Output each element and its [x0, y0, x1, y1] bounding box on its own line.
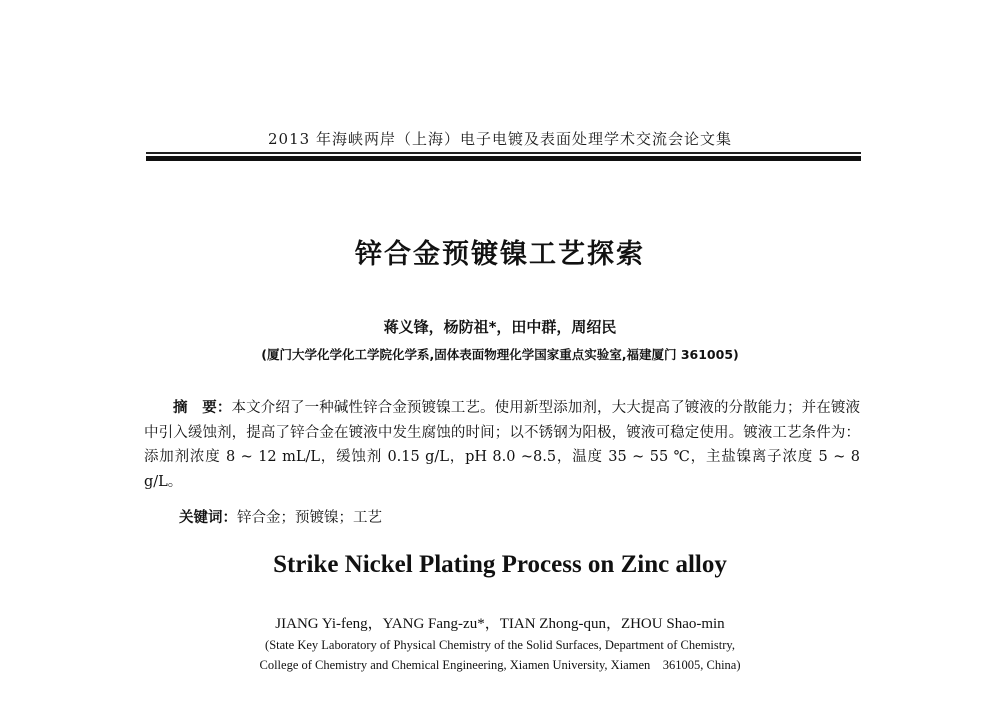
- affiliation-en-line2: College of Chemistry and Chemical Engineering, Xiamen University, Xiamen 361005, China): [259, 658, 741, 672]
- abstract-label: 摘 要：: [173, 400, 232, 416]
- header-rule-thin: [146, 152, 861, 154]
- affiliation-cn: (厦门大学化学化工学院化学系,固体表面物理化学国家重点实验室,福建厦门 361005): [261, 347, 739, 362]
- proceedings-header: 2013 年海峡两岸（上海）电子电镀及表面处理学术交流会论文集: [268, 130, 732, 148]
- affiliation-en-line1: (State Key Laboratory of Physical Chemistry of the Solid Surfaces, Department of Chemistry,: [265, 638, 735, 652]
- paper-title-cn: 锌合金预镀镍工艺探索: [355, 239, 645, 270]
- paper-title-en: Strike Nickel Plating Process on Zinc alloy: [273, 551, 727, 578]
- abstract-block: [144, 396, 860, 494]
- affiliation-en: [0, 635, 1000, 675]
- authors-en: JIANG Yi-feng，YANG Fang-zu*，TIAN Zhong-qun，ZHOU Shao-min: [275, 616, 725, 632]
- abstract-paragraph: [144, 396, 860, 494]
- header-rule-thick: [146, 156, 861, 161]
- keywords-line: [179, 506, 382, 527]
- authors-cn: 蒋义锋，杨防祖*，田中群，周绍民: [383, 318, 617, 336]
- keywords-text: 锌合金；预镀镍；工艺: [237, 510, 382, 526]
- abstract-text: 本文介绍了一种碱性锌合金预镀镍工艺。使用新型添加剂，大大提高了镀液的分散能力；并在镀液中引入缓蚀剂，提高了锌合金在镀液中发生腐蚀的时间；以不锈钢为阳极，镀液可稳定使用。镀液工艺条件为：添加剂浓度 8 ~ 12 mL/L，缓蚀剂 0.15 g/L，pH 8.0 ~8.5，温度 35 ~ 55 ℃，主盐镍离子浓度 5 ~ 8 g/L。: [144, 400, 861, 490]
- keywords-label: 关键词：: [179, 510, 237, 526]
